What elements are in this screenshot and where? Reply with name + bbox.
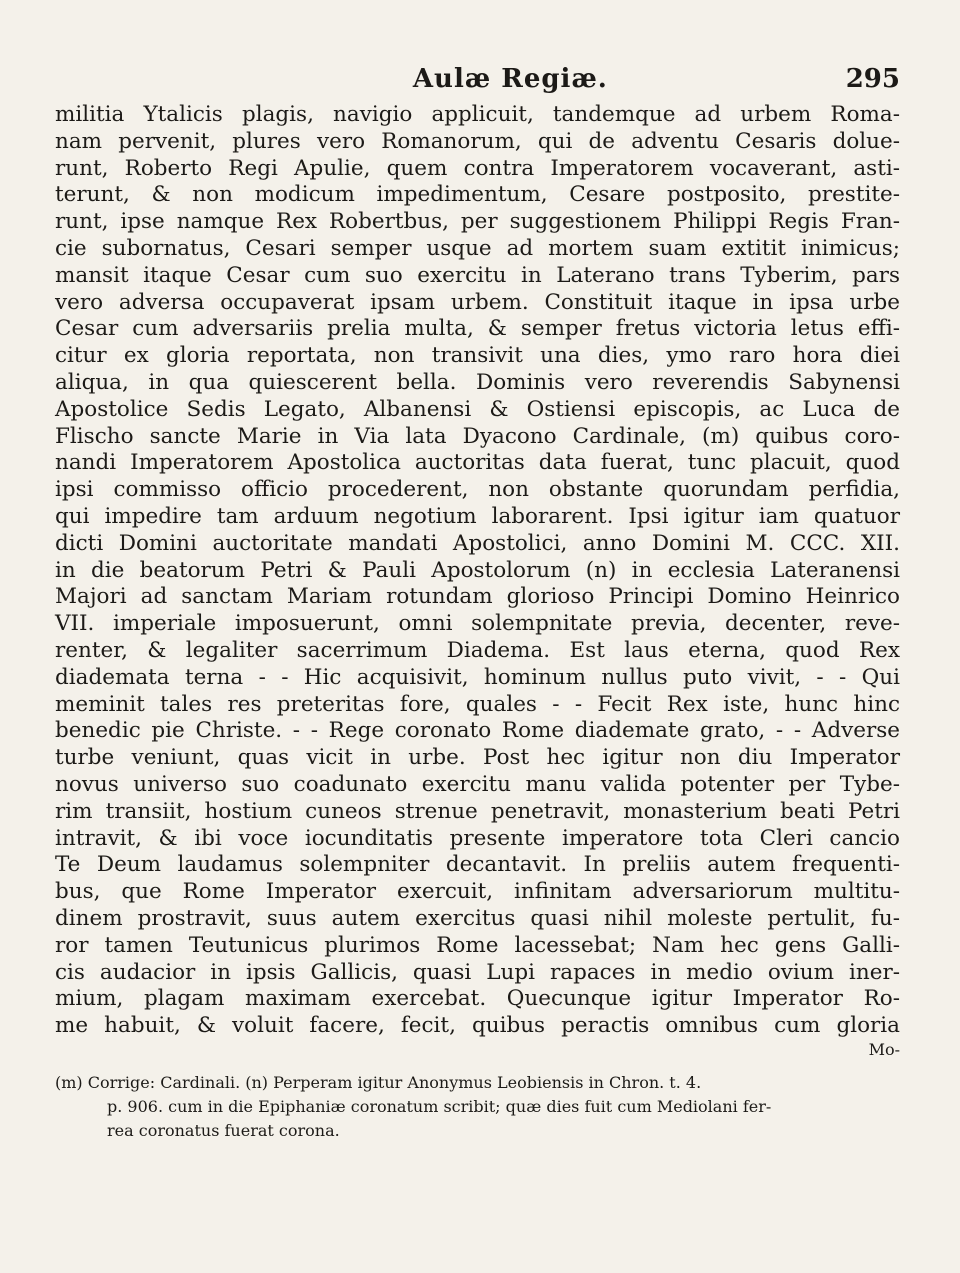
footnote-line: rea coronatus fuerat corona. bbox=[107, 1120, 340, 1140]
text-line: terunt, & non modicum impedimentum, Cesare postposito, prestite- bbox=[55, 182, 900, 208]
text-line: novus universo suo coadunato exercitu manu valida potenter per Tybe- bbox=[55, 771, 900, 797]
text-line: runt, ipse namque Rex Robertbus, per suggestionem Philippi Regis Fran- bbox=[55, 209, 900, 235]
text-line: qui impedire tam arduum negotium laborarent. Ipsi igitur iam quatuor bbox=[55, 503, 900, 529]
text-line: Majori ad sanctam Mariam rotundam glorioso Principi Domino Heinrico bbox=[55, 584, 900, 610]
text-line: Te Deum laudamus solempniter decantavit. In preliis autem frequenti- bbox=[55, 852, 900, 878]
text-line: dinem prostravit, suus autem exercitus quasi nihil moleste pertulit, fu- bbox=[55, 905, 900, 931]
text-line: cis audacior in ipsis Gallicis, quasi Lupi rapaces in medio ovium iner- bbox=[55, 959, 900, 985]
text-line: aliqua, in qua quiescerent bella. Dominis vero reverendis Sabynensi bbox=[55, 369, 900, 395]
page-number: 295 bbox=[845, 64, 900, 94]
catchword: Mo- bbox=[868, 1039, 900, 1059]
text-line: Cesar cum adversariis prelia multa, & semper fretus victoria letus effi- bbox=[55, 316, 900, 342]
body-text bbox=[55, 102, 900, 1040]
text-line: vero adversa occupaverat ipsam urbem. Constituit itaque in ipsa urbe bbox=[55, 289, 900, 315]
text-line: militia Ytalicis plagis, navigio applicuit, tandemque ad urbem Roma- bbox=[55, 102, 900, 127]
text-line: me habuit, & voluit facere, fecit, quibus peractis omnibus cum gloria bbox=[55, 1013, 900, 1039]
text-line: Flischo sancte Marie in Via lata Dyacono Cardinale, (m) quibus coro- bbox=[55, 423, 900, 449]
text-line: dicti Domini auctoritate mandati Apostolici, anno Domini M. CCC. XII. bbox=[55, 530, 900, 556]
footnote-line: (m) Corrige: Cardinali. (n) Perperam igitur Anonymus Leobiensis in Chron. t. 4. bbox=[55, 1072, 702, 1092]
text-line: bus, que Rome Imperator exercuit, infinitam adversariorum multitu- bbox=[55, 879, 900, 905]
text-line: turbe veniunt, quas vicit in urbe. Post hec igitur non diu Imperator bbox=[55, 745, 900, 771]
text-line: renter, & legaliter sacerrimum Diadema. Est laus eterna, quod Rex bbox=[55, 637, 900, 663]
text-line: ipsi commisso officio procederent, non obstante quorundam perfidia, bbox=[55, 477, 900, 503]
text-line: intravit, & ibi voce iocunditatis presente imperatore tota Cleri cancio bbox=[55, 825, 900, 851]
running-title: Aulæ Regiæ. bbox=[412, 64, 608, 94]
text-line: rim transiit, hostium cuneos strenue penetravit, monasterium beati Petri bbox=[55, 798, 900, 824]
footnotes bbox=[55, 1071, 900, 1143]
running-head bbox=[55, 64, 900, 98]
text-line: diademata terna - - Hic acquisivit, hominum nullus puto vivit, - - Qui bbox=[55, 664, 900, 690]
text-line: citur ex gloria reportata, non transivit una dies, ymo raro hora diei bbox=[55, 343, 900, 369]
text-line: mium, plagam maximam exercebat. Quecunque igitur Imperator Ro- bbox=[55, 986, 900, 1012]
text-line: cie subornatus, Cesari semper usque ad mortem suam extitit inimicus; bbox=[55, 235, 900, 261]
text-line: runt, Roberto Regi Apulie, quem contra Imperatorem vocaverant, asti- bbox=[55, 155, 900, 181]
text-line: in die beatorum Petri & Pauli Apostolorum (n) in ecclesia Lateranensi bbox=[55, 557, 900, 583]
text-line: nandi Imperatorem Apostolica auctoritas data fuerat, tunc placuit, quod bbox=[55, 450, 900, 476]
text-line: mansit itaque Cesar cum suo exercitu in Laterano trans Tyberim, pars bbox=[55, 262, 900, 288]
text-line: ror tamen Teutunicus plurimos Rome lacessebat; Nam hec gens Galli- bbox=[55, 932, 900, 958]
text-line: nam pervenit, plures vero Romanorum, qui de adventu Cesaris dolue- bbox=[55, 128, 900, 154]
footnote-line: p. 906. cum in die Epiphaniæ coronatum scribit; quæ dies fuit cum Mediolani fer- bbox=[107, 1096, 772, 1116]
text-line: meminit tales res preteritas fore, quales - - Fecit Rex iste, hunc hinc bbox=[55, 691, 900, 717]
text-line: Apostolice Sedis Legato, Albanensi & Ostiensi episcopis, ac Luca de bbox=[55, 396, 900, 422]
text-line: VII. imperiale imposuerunt, omni solempnitate previa, decenter, reve- bbox=[55, 611, 900, 637]
text-line: benedic pie Christe. - - Rege coronato Rome diademate grato, - - Adverse bbox=[55, 718, 900, 744]
